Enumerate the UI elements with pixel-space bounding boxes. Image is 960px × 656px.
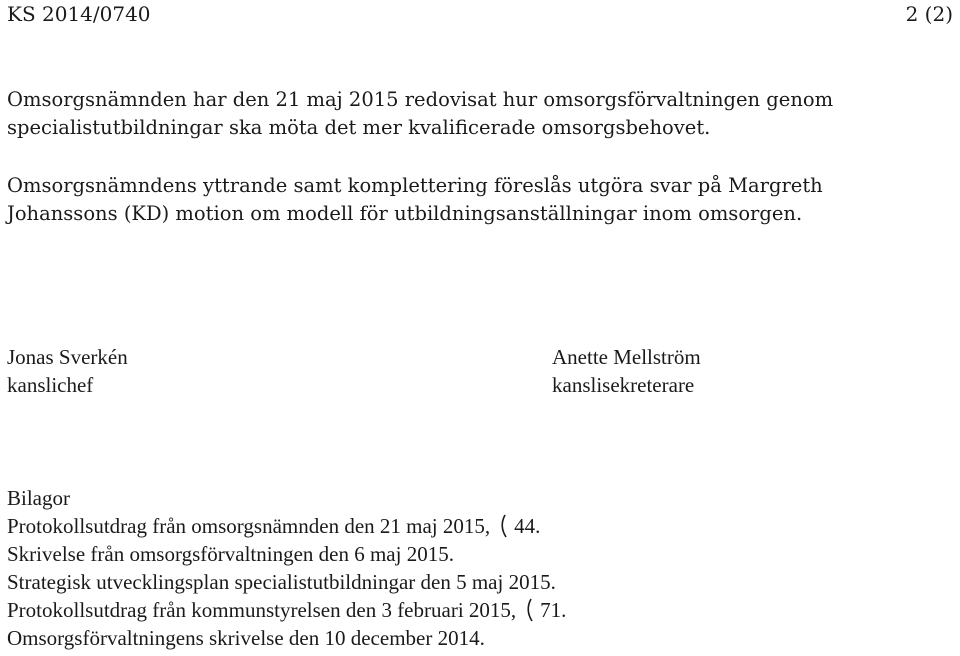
attachment-text: Protokollsutdrag från omsorgsnämnden den 21 maj 2015,: [7, 514, 491, 538]
signatory-title: kanslisekreterare: [552, 373, 695, 397]
item-suffix: .: [561, 598, 567, 622]
attachment-text: Protokollsutdrag från kommunstyrelsen den 3 februari 2015,: [7, 598, 517, 622]
attachment-item: [7, 624, 947, 652]
paragraph-section-icon: [492, 513, 512, 539]
signature-block-left: [7, 343, 128, 399]
body-paragraph-1: Omsorgsnämnden har den 21 maj 2015 redovisat hur omsorgsförvaltningen genom specialistutbildningar ska möta det mer kvalificerade omsorgsbehovet.: [7, 88, 834, 139]
paragraph-section-icon: [518, 597, 538, 623]
attachment-item: [7, 596, 947, 624]
signatory-name: Jonas Sverkén: [7, 345, 128, 369]
signatory-name: Anette Mellström: [552, 345, 701, 369]
body-paragraph-2: Omsorgsnämndens yttrande samt komplettering föreslås utgöra svar på Margreth Johanssons (KD) motion om modell för utbildningsanställningar inom omsorgen.: [7, 174, 823, 225]
attachments-title: Bilagor: [7, 486, 70, 510]
attachment-item: [7, 568, 947, 596]
attachment-text: Skrivelse från omsorgsförvaltningen den 6 maj 2015.: [7, 542, 454, 566]
page-number: 2 (2): [905, 2, 953, 26]
attachment-text: Omsorgsförvaltningens skrivelse den 10 december 2014.: [7, 626, 485, 650]
attachment-text: Strategisk utvecklingsplan specialistutbildningar den 5 maj 2015.: [7, 570, 556, 594]
attachments-section: [7, 484, 947, 652]
attachment-item: [7, 512, 947, 540]
section-number: 71: [540, 598, 562, 622]
signature-block-right: [552, 343, 701, 399]
attachment-item: [7, 540, 947, 568]
section-number: 44: [514, 514, 536, 538]
page-header: [7, 2, 953, 28]
item-suffix: .: [535, 514, 541, 538]
signatory-title: kanslichef: [7, 373, 94, 397]
document-reference: KS 2014/0740: [7, 2, 151, 26]
